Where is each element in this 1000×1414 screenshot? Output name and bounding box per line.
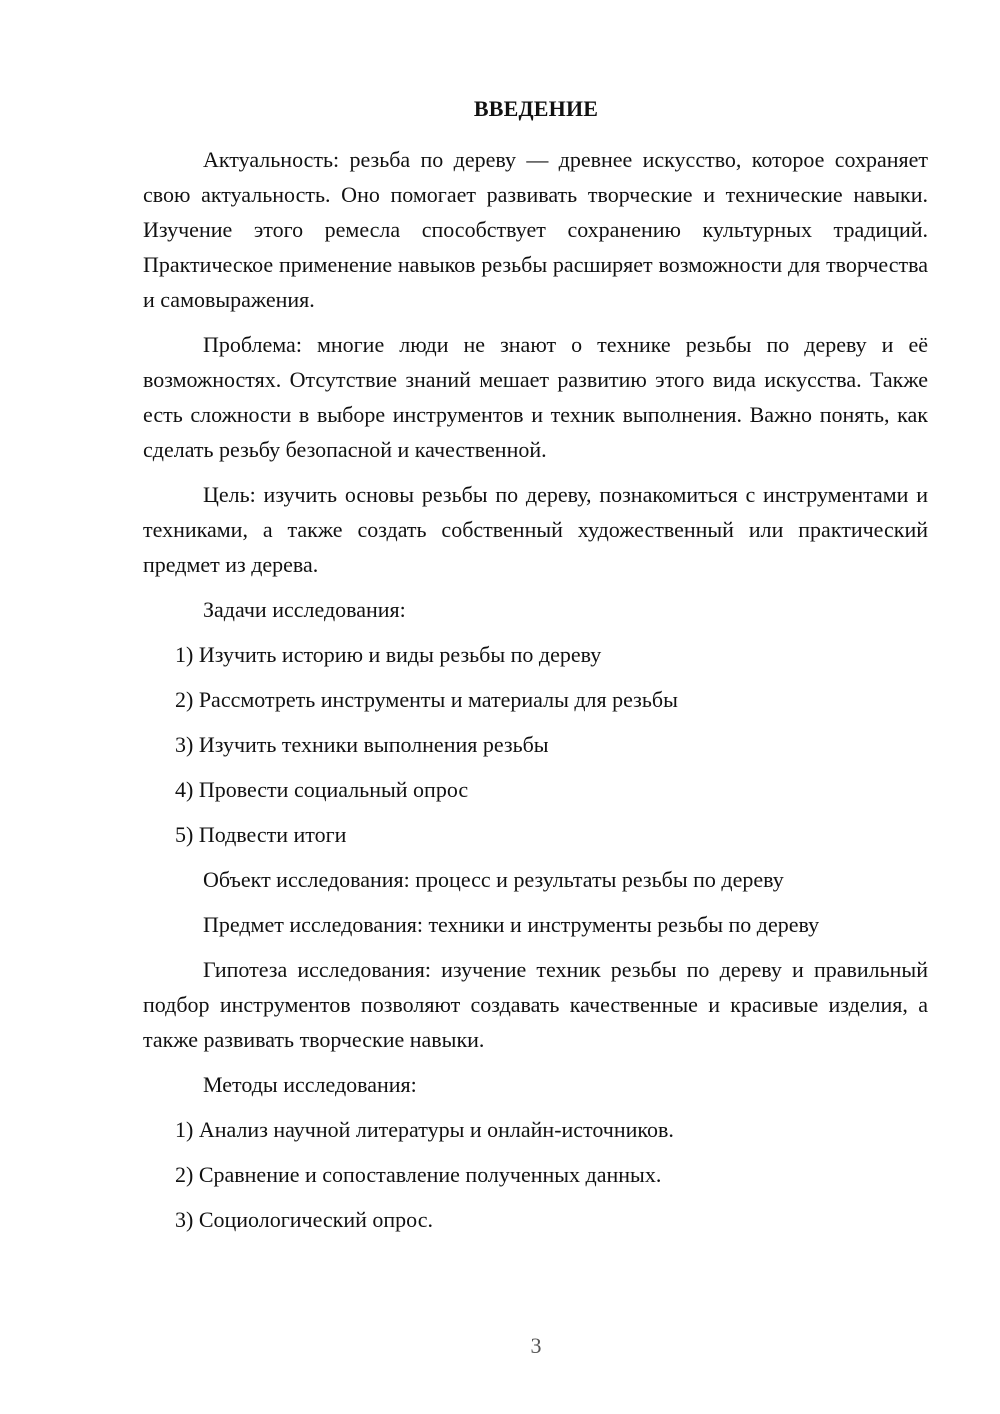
hypothesis-paragraph: Гипотеза исследования: изучение техник резьбы по дереву и правильный подбор инструментов позволяют создавать качественные и красивые изделия, а также развивать творческие навыки. — [143, 957, 928, 1052]
task-item: 5) Подвести итоги — [175, 822, 347, 847]
tasks-title: Задачи исследования: — [203, 597, 406, 622]
task-item: 1) Изучить историю и виды резьбы по дереву — [175, 642, 602, 667]
page-number: 3 — [530, 1333, 542, 1358]
task-item: 2) Рассмотреть инструменты и материалы для резьбы — [175, 687, 678, 712]
method-item: 3) Социологический опрос. — [175, 1207, 433, 1232]
relevance-paragraph: Актуальность: резьба по дереву — древнее искусство, которое сохраняет свою актуальность. Оно помогает развивать творческие и технические навыки. Изучение этого ремесла способствует сохранению культурных традиций. Практическое применение навыков резьбы расширяет возможности для творчества и самовыражения. — [143, 147, 928, 312]
method-item: 2) Сравнение и сопоставление полученных данных. — [175, 1162, 662, 1187]
research-subject: Предмет исследования: техники и инструменты резьбы по дереву — [203, 912, 820, 937]
methods-title: Методы исследования: — [203, 1072, 417, 1097]
task-item: 4) Провести социальный опрос — [175, 777, 469, 802]
method-item: 1) Анализ научной литературы и онлайн-источников. — [175, 1117, 674, 1142]
page-title: ВВЕДЕНИЕ — [473, 96, 599, 121]
task-item: 3) Изучить техники выполнения резьбы — [175, 732, 549, 757]
research-object: Объект исследования: процесс и результаты резьбы по дереву — [203, 867, 784, 892]
goal-paragraph: Цель: изучить основы резьбы по дереву, познакомиться с инструментами и техниками, а также создать собственный художественный или практический предмет из дерева. — [143, 482, 928, 577]
document-body — [143, 142, 928, 1247]
problem-paragraph: Проблема: многие люди не знают о технике резьбы по дереву и её возможностях. Отсутствие знаний мешает развитию этого вида искусства. Также есть сложности в выборе инструментов и техник выполнения. Важно понять, как сделать резьбу безопасной и качественной. — [143, 332, 928, 462]
